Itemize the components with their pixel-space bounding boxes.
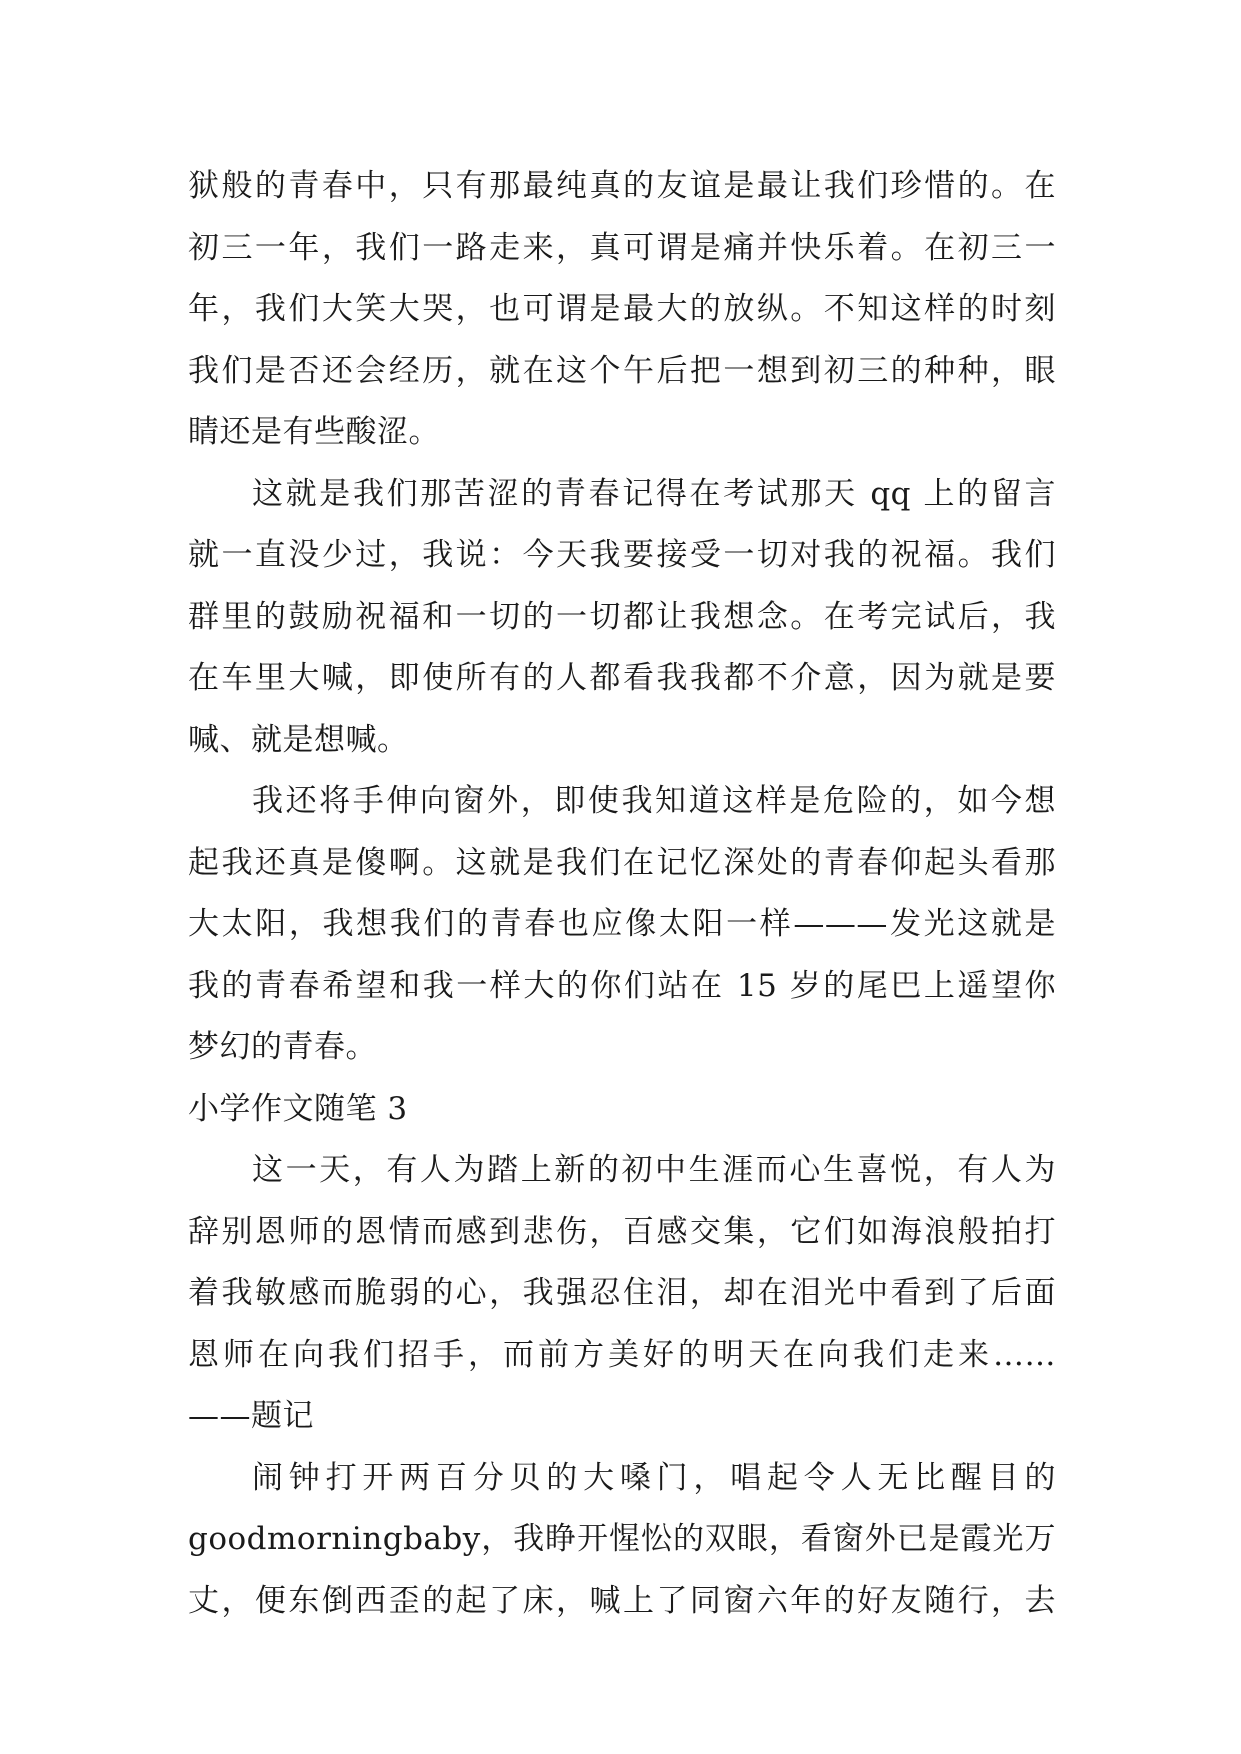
text-line: 在车里大喊，即使所有的人都看我我都不介意，因为就是要 [188,660,1056,696]
text-line: 这一天，有人为踏上新的初中生涯而心生喜悦，有人为 [252,1152,1056,1188]
text-line: 年，我们大笑大哭，也可谓是最大的放纵。不知这样的时刻 [188,291,1056,327]
text-line: goodmorningbaby，我睁开惺忪的双眼，看窗外已是霞光万 [188,1521,1056,1557]
text-line: 这就是我们那苦涩的青春记得在考试那天 qq 上的留言 [252,475,1056,512]
section-heading: 小学作文随笔 3 [188,1090,408,1127]
text-line: 着我敏感而脆弱的心，我强忍住泪，却在泪光中看到了后面 [188,1275,1056,1311]
text-line: 我还将手伸向窗外，即使我知道这样是危险的，如今想 [252,783,1056,819]
text-line: 辞别恩师的恩情而感到悲伤，百感交集，它们如海浪般拍打 [188,1213,1056,1250]
text-line: 就一直没少过，我说：今天我要接受一切对我的祝福。我们 [188,537,1056,573]
text-line: 睛还是有些酸涩。 [188,414,440,450]
text-line: 梦幻的青春。 [188,1029,377,1065]
text-line: 我们是否还会经历，就在这个午后把一想到初三的种种，眼 [188,352,1056,389]
text-line: 群里的鼓励祝福和一切的一切都让我想念。在考完试后，我 [188,598,1056,635]
text-line: 起我还真是傻啊。这就是我们在记忆深处的青春仰起头看那 [188,844,1056,881]
text-line: 丈，便东倒西歪的起了床，喊上了同窗六年的好友随行，去 [188,1582,1056,1619]
text-line: 狱般的青春中，只有那最纯真的友谊是最让我们珍惜的。在 [188,168,1056,204]
text-line: 大太阳，我想我们的青春也应像太阳一样———发光这就是 [188,906,1056,942]
text-line: 初三一年，我们一路走来，真可谓是痛并快乐着。在初三一 [188,229,1056,266]
text-line: ——题记 [188,1398,314,1434]
text-line: 我的青春希望和我一样大的你们站在 15 岁的尾巴上遥望你 [188,967,1056,1004]
text-line: 喊、就是想喊。 [188,721,409,758]
text-line: 恩师在向我们招手，而前方美好的明天在向我们走来…… [188,1336,1056,1373]
body-text [188,156,1056,1632]
text-line: 闹钟打开两百分贝的大嗓门，唱起令人无比醒目的 [252,1459,1056,1496]
